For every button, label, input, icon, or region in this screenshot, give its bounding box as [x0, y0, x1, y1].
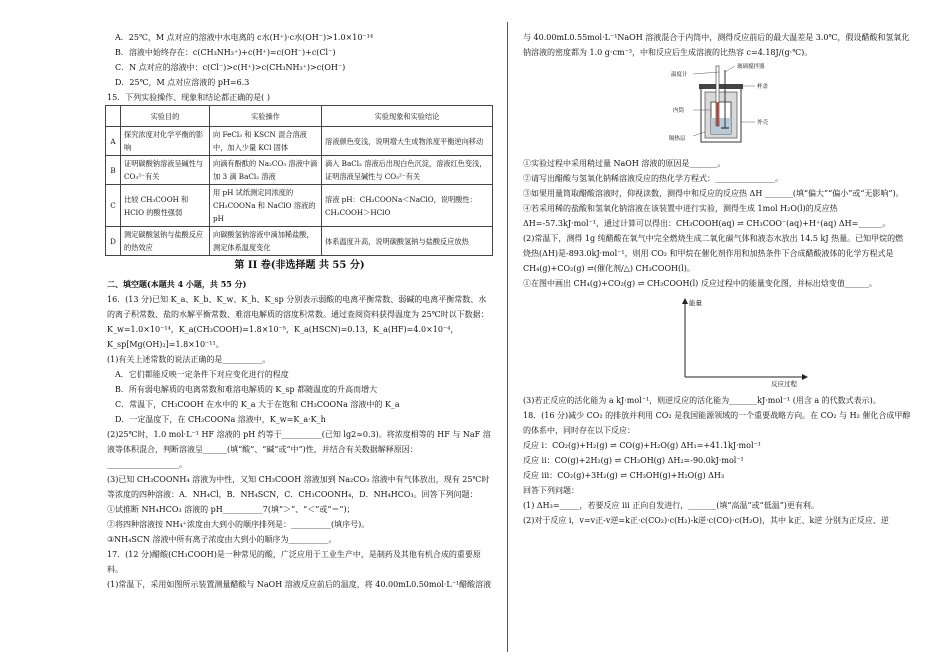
row-result: 滴入 BaCl₂ 溶液后出现白色沉淀，溶液红色变浅，证明溶液呈碱性与 CO₃²⁻有关 — [322, 156, 493, 185]
row-result: 溶液颜色变浅，说明增大生成物浓度平衡逆向移动 — [322, 127, 493, 156]
q15-table — [105, 105, 493, 256]
row-operation: 用 pH 试纸测定同浓度的 CH₃COONa 和 NaClO 溶液的 pH — [210, 185, 322, 227]
row-label: A — [106, 127, 121, 156]
q16-part3-3: ③NH₄SCN 溶液中所有离子浓度由大到小的顺序为__________。 — [107, 535, 337, 544]
y-axis-label: 能量 — [689, 299, 702, 307]
row-result: 溶液 pH：CH₃COONa＜NaClO，说明酸性：CH₃COOH＞HClO — [322, 185, 493, 227]
row-result: 体系温度升高，说明碳酸氢钠与盐酸反应放热 — [322, 227, 493, 256]
label-lid: 杯盖 — [757, 84, 769, 90]
section-2-title: 第 II 卷(非选择题 共 55 分) — [234, 260, 365, 271]
row-operation: 向碳酸氢钠溶液中滴加稀盐酸，测定体系温度变化 — [210, 227, 322, 256]
row-operation: 向 FeCl₃ 和 KSCN 混合溶液中，加入少量 KCl 固体 — [210, 127, 322, 156]
q17-3: (3)若正反应的活化能为 a kJ·mol⁻¹，则逆反应的活化能为_______kJ·mol⁻¹ (用含 a 的代数式表示)。 — [523, 396, 881, 405]
row-label: B — [106, 156, 121, 185]
q17-1-4: ④若采用稀的盐酸和氢氧化钠溶液在该装置中进行实验，测得生成 1mol H₂O(l)的反应热 ΔH=-57.3kJ·mol⁻¹，通过计算可以得出：CH₃COOH(aq) ⇌ CH₃COO⁻(aq)+H⁺(aq) ΔH=______。 — [523, 204, 891, 228]
table-header-row — [106, 106, 493, 127]
q17-1-2: ②请写出醋酸与氢氧化钠稀溶液反应的热化学方程式：_______________。 — [523, 174, 783, 183]
row-purpose: 测定碳酸氢钠与盐酸反应的热效应 — [121, 227, 210, 256]
energy-graph[interactable] — [673, 295, 813, 387]
label-thermometer: 温度计 — [671, 72, 688, 78]
table-header-result: 实验现象和实验结论 — [322, 106, 493, 127]
q16-option-c: C．常温下，CH₃COOH 在水中的 K_a 大于在饱和 CH₃COONa 溶液中的 K_a — [115, 400, 400, 409]
q16-part3-2: ②将四种溶液按 NH₄⁺浓度由大到小的顺序排列是：__________(填序号)。 — [107, 520, 370, 529]
row-purpose: 探究浓度对化学平衡的影响 — [121, 127, 210, 156]
q17-1-3: ③如果用量筒取醋酸溶液时，仰视读数，测得中和反应的反应热 ΔH _______(填“偏大”“偏小”或“无影响”)。 — [523, 189, 904, 198]
q16-part2: (2)25℃时，1.0 mol·L⁻¹ HF 溶液的 pH 约等于__________(已知 lg2≈0.3)。将浓度相等的 HF 与 NaF 溶液等体积混合，判断溶液呈______(填“酸”、“碱”或“中”)性，并结合有关数据解释原因：__________________。 — [107, 430, 491, 469]
calorimeter-figure — [663, 62, 773, 154]
table-row — [106, 156, 493, 185]
row-operation: 向滴有酚酞的 Na₂CO₃ 溶液中滴加 3 滴 BaCl₂ 溶液 — [210, 156, 322, 185]
q17-1-1: ①实验过程中采用稍过量 NaOH 溶液的原因是_______。 — [523, 159, 726, 168]
table-header-blank — [106, 106, 121, 127]
q17-continued: 与 40.00mL0.55mol·L⁻¹NaOH 溶液混合于内筒中，测得反应前后的最大温差是 3.0℃，假设醋酸和氢氧化钠溶液的密度都为 1.0 g·cm⁻³，中和反应后生成溶液的比热容 c=4.18J/(g·℃)。 — [523, 33, 910, 57]
q16-option-b: B．所有弱电解质的电离常数和难溶电解质的 K_sp 都随温度的升高而增大 — [115, 385, 378, 394]
row-label: D — [106, 227, 121, 256]
row-purpose: 证明碳酸钠溶液呈碱性与 CO₃²⁻有关 — [121, 156, 210, 185]
q16-intro: 16．(13 分)已知 K_a、K_b、K_w、K_h、K_sp 分别表示弱酸的电离平衡常数、弱碱的电离平衡常数、水的离子积常数、盐的水解平衡常数、难溶电解质的溶度积常数。通过查阅资料获得温度为 25℃时以下数据：K_w=1.0×10⁻¹⁴，K_a(CH₃COOH)=1.8×10⁻⁵，K_a(HSCN)=0.13，K_a(HF)=4.0×10⁻⁴，K_sp[Mg(OH)₂]=1.8×10⁻¹¹。 — [107, 295, 489, 349]
q14-option-d: D．25℃，M 点对应溶液的 pH=6.3 — [115, 78, 250, 87]
right-column — [523, 30, 911, 528]
label-stirrer: 玻璃搅拌器 — [737, 64, 765, 70]
q18-intro: 18．(16 分)减少 CO₂ 的排放并利用 CO₂ 是我国能源领域的一个重要战略方向。在 CO₂ 与 H₂ 催化合成甲醇的体系中，同时存在以下反应： — [523, 411, 911, 435]
table-row — [106, 185, 493, 227]
table-row — [106, 227, 493, 256]
q18-answer-prompt: 回答下列问题： — [523, 486, 579, 495]
q16-option-d: D．一定温度下，在 CH₃COONa 溶液中，K_w=K_a·K_h — [115, 415, 326, 424]
q18-reaction-i: 反应 i：CO₂(g)+H₂(g) ⇌ CO(g)+H₂O(g) ΔH₁=+41.1kJ·mol⁻¹ — [523, 441, 761, 450]
column-divider — [507, 22, 508, 652]
q18-part2: (2)对于反应 i，v=v正-v逆=k正·c(CO₂)·c(H₂)-k逆·c(CO)·c(H₂O)，其中 k正、k逆 分别为正反应、逆 — [523, 516, 889, 525]
q17-2: (2)常温下，测得 1g 纯醋酸在氧气中完全燃烧生成二氧化碳气体和液态水放出 14.5 kJ 热量。已知甲烷的燃烧热(ΔH)是-893.0kJ·mol⁻¹，则用 CO₂ 和甲烷在催化剂作用和加热条件下合成醋酸液体的化学方程式是 CH₄(g)+CO₂(g) ⇌(催化剂/△) CH₃COOH(l)。 — [523, 234, 904, 273]
label-insulation: 隔热层 — [669, 136, 686, 142]
energy-axes — [673, 295, 813, 387]
table-header-operation: 实验操作 — [210, 106, 322, 127]
q18-part1: (1) ΔH₃=_____，若要反应 iii 正向自发进行，_______(填“高温”或“低温”)更有利。 — [523, 501, 819, 510]
q16-part3: (3)已知 CH₃COONH₄ 溶液为中性，又知 CH₃COOH 溶液加到 Na₂CO₃ 溶液中有气体放出，现有 25℃时等浓度的四种溶液：A．NH₄Cl，B．NH₄SCN，C．CH₃COONH₄，D．NH₄HCO₃。回答下列问题： — [107, 475, 490, 499]
left-column — [107, 30, 492, 592]
q17-intro: 17．(12 分)醋酸(CH₃COOH)是一种常见的酸，广泛应用于工业生产中，是制药及其他有机合成的重要原料。 — [107, 550, 481, 574]
q14-option-c: C．N 点对应的溶液中：c(Cl⁻)>c(H⁺)>c(CH₃NH₃⁺)>c(OH⁻) — [115, 63, 346, 72]
q17-part1: (1)常温下，采用如图所示装置测量醋酸与 NaOH 溶液反应前后的温度，将 40.00mL0.50mol·L⁻¹醋酸溶液 — [107, 580, 492, 589]
q18-reaction-iii: 反应 iii：CO₂(g)+3H₂(g) ⇌ CH₃OH(g)+H₂O(g) ΔH₃ — [523, 471, 725, 480]
q18-reaction-ii: 反应 ii：CO(g)+2H₂(g) ⇌ CH₃OH(g) ΔH₂=-90.0kJ·mol⁻¹ — [523, 456, 744, 465]
table-header-purpose: 实验目的 — [121, 106, 210, 127]
q16-option-a: A．它们都能反映一定条件下对应变化进行的程度 — [115, 370, 289, 379]
label-inner: 内筒 — [673, 108, 685, 114]
q14-option-b: B．溶液中始终存在：c(CH₃NH₃⁺)+c(H⁺)=c(OH⁻)+c(Cl⁻) — [115, 48, 336, 57]
table-row — [106, 127, 493, 156]
q15-stem: 15．下列实验操作、现象和结论都正确的是( ) — [107, 93, 270, 102]
q16-part3-1: ①试推断 NH₄HCO₃ 溶液的 pH__________7(填“＞”、“＜”或“＝”)； — [107, 505, 355, 514]
q14-option-a: A．25℃，M 点对应的溶液中水电离的 c水(H⁺)·c水(OH⁻)>1.0×10⁻¹⁴ — [115, 33, 374, 42]
calorimeter-diagram — [663, 62, 773, 154]
row-label: C — [106, 185, 121, 227]
label-outer: 外壳 — [757, 120, 769, 126]
q16-part1: (1)有关上述常数的说法正确的是__________。 — [107, 355, 271, 364]
q17-2-1: ①在图中画出 CH₄(g)+CO₂(g) ⇌ CH₃COOH(l) 反应过程中的能量变化图，并标出焓变值______。 — [523, 279, 877, 288]
x-axis-label: 反应过程 — [771, 380, 797, 387]
part-2-header: 二、填空题(本题共 4 小题，共 55 分) — [107, 279, 247, 289]
row-purpose: 比较 CH₃COOH 和 HClO 的酸性强弱 — [121, 185, 210, 227]
